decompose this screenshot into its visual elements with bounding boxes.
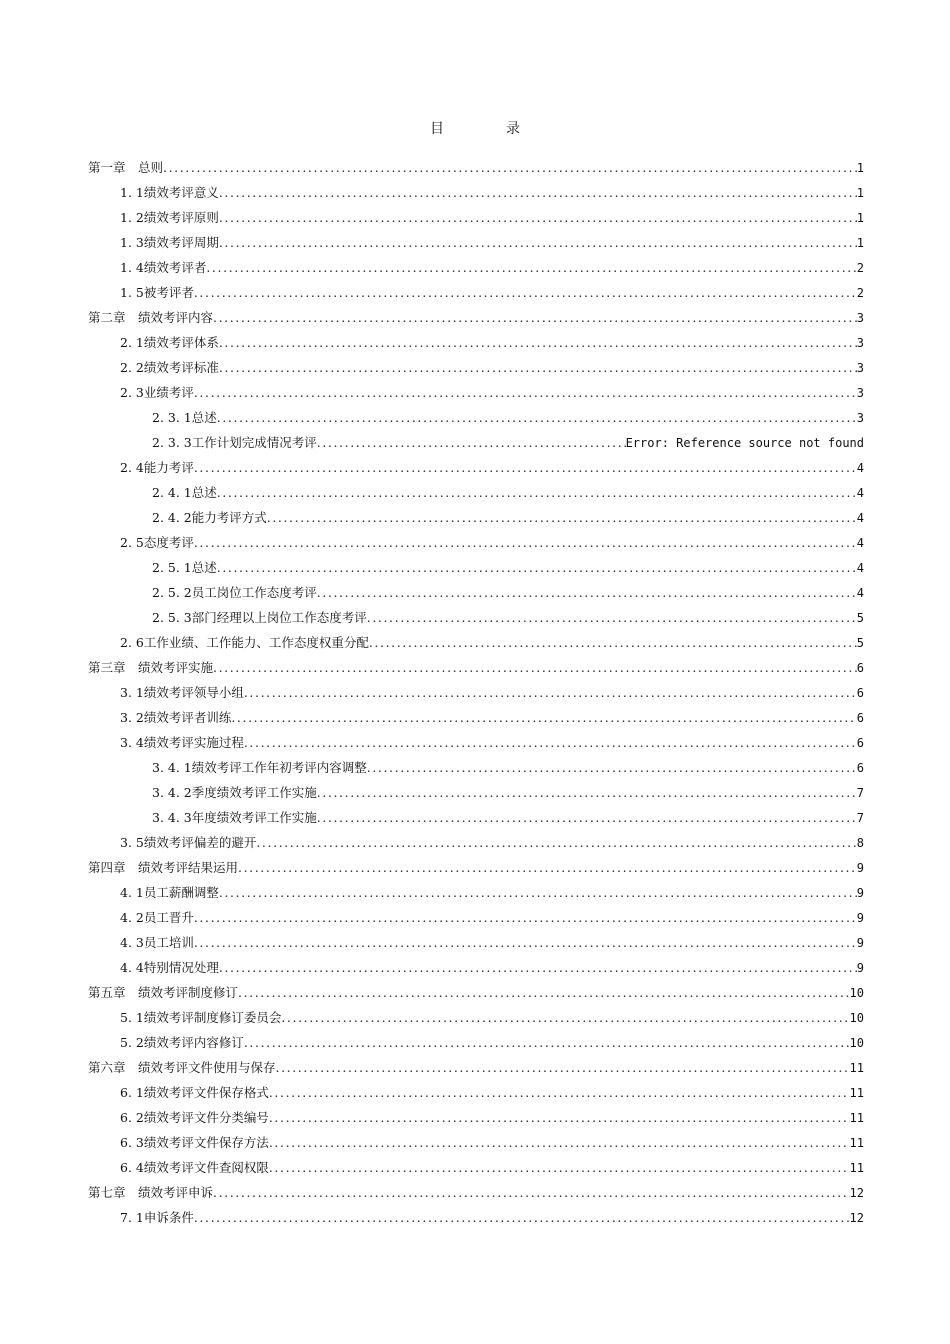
toc-entry-page-number: 2	[856, 286, 864, 300]
toc-entry[interactable]	[88, 755, 864, 780]
toc-entry-page-number: 3	[856, 311, 864, 325]
toc-entry-label: 3. 1绩效考评领导小组	[120, 685, 244, 700]
toc-entry[interactable]	[88, 155, 864, 180]
toc-entry-page-number: 9	[856, 861, 864, 875]
toc-entry[interactable]	[88, 1130, 864, 1155]
toc-entry-page-number: 3	[856, 336, 864, 350]
toc-dot-leader	[269, 1155, 850, 1180]
toc-entry-label: 2. 5. 2员工岗位工作态度考评	[152, 585, 317, 600]
toc-entry-page-number: 6	[856, 711, 864, 725]
toc-dot-leader	[219, 205, 857, 230]
toc-entry-page-number: 9	[856, 886, 864, 900]
toc-entry-page-number: 11	[849, 1161, 864, 1175]
toc-entry-page-number: 11	[849, 1061, 864, 1075]
toc-entry[interactable]	[88, 805, 864, 830]
toc-entry-label: 第六章 绩效考评文件使用与保存	[88, 1060, 276, 1075]
toc-entry-page-number: 5	[856, 636, 864, 650]
toc-entry-page-number: 10	[849, 986, 864, 1000]
toc-entry-page-number: 1	[856, 211, 864, 225]
toc-entry-page-number: 3	[856, 361, 864, 375]
toc-entry[interactable]	[88, 930, 864, 955]
toc-dot-leader	[276, 1055, 850, 1080]
toc-entry[interactable]	[88, 855, 864, 880]
toc-dot-leader	[317, 780, 857, 805]
toc-dot-leader	[317, 430, 626, 455]
toc-entry-label: 第五章 绩效考评制度修订	[88, 985, 239, 1000]
toc-entry-page-number: 5	[856, 611, 864, 625]
toc-entry-page-number: 7	[856, 811, 864, 825]
toc-entry-page-number: 9	[856, 936, 864, 950]
toc-entry-label: 第二章 绩效考评内容	[88, 310, 214, 325]
toc-entry-page-number: 3	[856, 411, 864, 425]
toc-dot-leader	[267, 505, 857, 530]
toc-entry-label: 第七章 绩效考评申诉	[88, 1185, 214, 1200]
toc-entry-page-number: 11	[849, 1111, 864, 1125]
toc-entry-label: 2. 3. 1总述	[152, 410, 217, 425]
toc-dot-leader	[219, 355, 857, 380]
toc-dot-leader	[217, 480, 857, 505]
toc-entry[interactable]	[88, 205, 864, 230]
toc-entry-page-number: 6	[856, 761, 864, 775]
toc-entry[interactable]	[88, 380, 864, 405]
toc-entry-label: 5. 1绩效考评制度修订委员会	[120, 1010, 282, 1025]
toc-entry-page-number: 4	[856, 536, 864, 550]
toc-dot-leader	[219, 230, 857, 255]
toc-title: 目 录	[430, 121, 544, 137]
toc-entry[interactable]	[88, 1080, 864, 1105]
toc-entry-page-number: 1	[856, 186, 864, 200]
toc-entry-page-number: 4	[856, 486, 864, 500]
toc-dot-leader	[213, 305, 857, 330]
toc-entry-label: 7. 1申诉条件	[120, 1210, 194, 1225]
toc-dot-leader	[213, 1180, 850, 1205]
toc-entry-page-number: 11	[849, 1086, 864, 1100]
toc-entry-label: 2. 1绩效考评体系	[120, 335, 219, 350]
toc-dot-leader	[269, 1130, 850, 1155]
toc-entry-page-number: 4	[856, 461, 864, 475]
toc-entry-page-number: 12	[849, 1186, 864, 1200]
toc-entry-label: 2. 4能力考评	[120, 460, 194, 475]
toc-entry[interactable]	[88, 580, 864, 605]
toc-entry[interactable]	[88, 905, 864, 930]
toc-entry[interactable]	[88, 680, 864, 705]
toc-dot-leader	[219, 955, 857, 980]
toc-entry-page-number: 11	[849, 1136, 864, 1150]
toc-entry[interactable]	[88, 955, 864, 980]
toc-dot-leader	[256, 830, 856, 855]
toc-entry[interactable]	[88, 505, 864, 530]
toc-entry[interactable]	[88, 1055, 864, 1080]
toc-entry[interactable]	[88, 230, 864, 255]
toc-entry-label: 4. 2员工晋升	[120, 910, 194, 925]
toc-entry-label: 1. 3绩效考评周期	[120, 235, 219, 250]
toc-entry[interactable]	[88, 830, 864, 855]
toc-entry-label: 6. 4绩效考评文件查阅权限	[120, 1160, 269, 1175]
toc-entry-label: 3. 5绩效考评偏差的避开	[120, 835, 257, 850]
toc-entry-page-number: 4	[856, 561, 864, 575]
toc-entry-label: 4. 1员工薪酬调整	[120, 885, 219, 900]
toc-entry[interactable]	[88, 330, 864, 355]
toc-dot-leader	[317, 580, 857, 605]
toc-entry-label: 4. 4特别情况处理	[120, 960, 219, 975]
toc-entry[interactable]	[88, 355, 864, 380]
toc-dot-leader	[219, 180, 857, 205]
toc-entry[interactable]	[88, 1205, 864, 1230]
toc-dot-leader	[369, 630, 857, 655]
toc-entry[interactable]	[88, 1005, 864, 1030]
toc-entry[interactable]	[88, 255, 864, 280]
toc-entry[interactable]	[88, 430, 864, 455]
toc-entry[interactable]	[88, 655, 864, 680]
toc-dot-leader	[367, 605, 857, 630]
toc-dot-leader	[217, 405, 857, 430]
toc-entry-page-number: 9	[856, 961, 864, 975]
toc-dot-leader	[367, 755, 857, 780]
toc-entry[interactable]	[88, 630, 864, 655]
toc-entry-page-number: 12	[849, 1211, 864, 1225]
toc-entry-label: 3. 4. 2季度绩效考评工作实施	[152, 785, 317, 800]
toc-entry-label: 第三章 绩效考评实施	[88, 660, 214, 675]
toc-entry-label: 4. 3员工培训	[120, 935, 194, 950]
toc-dot-leader	[281, 1005, 849, 1030]
toc-entry-page-number: 8	[856, 836, 864, 850]
toc-entry-label: 1. 5被考评者	[120, 285, 194, 300]
toc-entry-page-number: 1	[856, 236, 864, 250]
toc-entry-page-number: 1	[856, 161, 864, 175]
toc-dot-leader	[194, 380, 857, 405]
toc-entry-label: 6. 3绩效考评文件保存方法	[120, 1135, 269, 1150]
toc-entry-label: 第四章 绩效考评结果运用	[88, 860, 239, 875]
toc-entry[interactable]	[88, 1030, 864, 1055]
toc-entry-label: 1. 1绩效考评意义	[120, 185, 219, 200]
toc-entry-page-number: 10	[849, 1011, 864, 1025]
toc-entry-label: 2. 4. 2能力考评方式	[152, 510, 267, 525]
toc-entry[interactable]	[88, 780, 864, 805]
toc-dot-leader	[231, 705, 856, 730]
toc-dot-leader	[194, 930, 857, 955]
toc-entry-page-number: 7	[856, 786, 864, 800]
toc-dot-leader	[317, 805, 857, 830]
toc-entry-page-number: 4	[856, 511, 864, 525]
toc-entry[interactable]	[88, 530, 864, 555]
toc-entry[interactable]	[88, 480, 864, 505]
toc-entry[interactable]	[88, 880, 864, 905]
toc-dot-leader	[206, 255, 856, 280]
toc-entry-label: 2. 5. 3部门经理以上岗位工作态度考评	[152, 610, 367, 625]
toc-entry[interactable]	[88, 980, 864, 1005]
toc-entry-label: 2. 6工作业绩、工作能力、工作态度权重分配	[120, 635, 369, 650]
toc-entry-label: 2. 3业绩考评	[120, 385, 194, 400]
toc-entry-label: 2. 3. 3工作计划完成情况考评	[152, 435, 317, 450]
toc-entry-label: 2. 5. 1总述	[152, 560, 217, 575]
toc-dot-leader	[269, 1080, 850, 1105]
toc-entry-page-number: 6	[856, 661, 864, 675]
toc-entry[interactable]	[88, 555, 864, 580]
toc-entry-label: 2. 5态度考评	[120, 535, 194, 550]
toc-entry-label: 6. 1绩效考评文件保存格式	[120, 1085, 269, 1100]
toc-entry-page-number: 6	[856, 686, 864, 700]
toc-entry[interactable]	[88, 605, 864, 630]
toc-entry-label: 1. 2绩效考评原则	[120, 210, 219, 225]
toc-entry-page-number: 2	[856, 261, 864, 275]
toc-entry[interactable]	[88, 455, 864, 480]
toc-entry-page-number: 9	[856, 911, 864, 925]
toc-entry-label: 3. 4绩效考评实施过程	[120, 735, 244, 750]
toc-entry-page-number: 6	[856, 736, 864, 750]
toc-dot-leader	[269, 1105, 850, 1130]
toc-dot-leader	[219, 330, 857, 355]
toc-entry[interactable]	[88, 180, 864, 205]
toc-entry-label: 3. 4. 3年度绩效考评工作实施	[152, 810, 317, 825]
toc-entry-page-number: Error: Reference source not found	[625, 436, 864, 450]
toc-entry[interactable]	[88, 405, 864, 430]
toc-dot-leader	[194, 455, 857, 480]
toc-dot-leader	[217, 555, 857, 580]
toc-entry[interactable]	[88, 705, 864, 730]
toc-entry[interactable]	[88, 1155, 864, 1180]
toc-entry-label: 2. 2绩效考评标准	[120, 360, 219, 375]
toc-entry-label: 6. 2绩效考评文件分类编号	[120, 1110, 269, 1125]
toc-entry-page-number: 3	[856, 386, 864, 400]
toc-dot-leader	[194, 905, 857, 930]
toc-dot-leader	[194, 1205, 850, 1230]
toc-dot-leader	[194, 280, 857, 305]
toc-dot-leader	[163, 155, 857, 180]
toc-dot-leader	[238, 855, 857, 880]
toc-entry-label: 3. 2绩效考评者训练	[120, 710, 232, 725]
toc-dot-leader	[194, 530, 857, 555]
toc-entry[interactable]	[88, 730, 864, 755]
toc-entry-label: 2. 4. 1总述	[152, 485, 217, 500]
toc-dot-leader	[238, 980, 850, 1005]
toc-entry-page-number: 10	[849, 1036, 864, 1050]
toc-dot-leader	[213, 655, 857, 680]
toc-entry-label: 第一章 总则	[88, 160, 164, 175]
toc-entry-label: 5. 2绩效考评内容修订	[120, 1035, 244, 1050]
toc-entry-page-number: 4	[856, 586, 864, 600]
toc-entry[interactable]	[88, 280, 864, 305]
toc-dot-leader	[219, 880, 857, 905]
toc-entry-label: 3. 4. 1绩效考评工作年初考评内容调整	[152, 760, 367, 775]
toc-entry[interactable]	[88, 1105, 864, 1130]
toc-entry[interactable]	[88, 305, 864, 330]
toc-dot-leader	[244, 730, 857, 755]
toc-list	[88, 155, 864, 1230]
toc-entry[interactable]	[88, 1180, 864, 1205]
toc-entry-label: 1. 4绩效考评者	[120, 260, 207, 275]
toc-dot-leader	[244, 1030, 850, 1055]
toc-dot-leader	[244, 680, 857, 705]
